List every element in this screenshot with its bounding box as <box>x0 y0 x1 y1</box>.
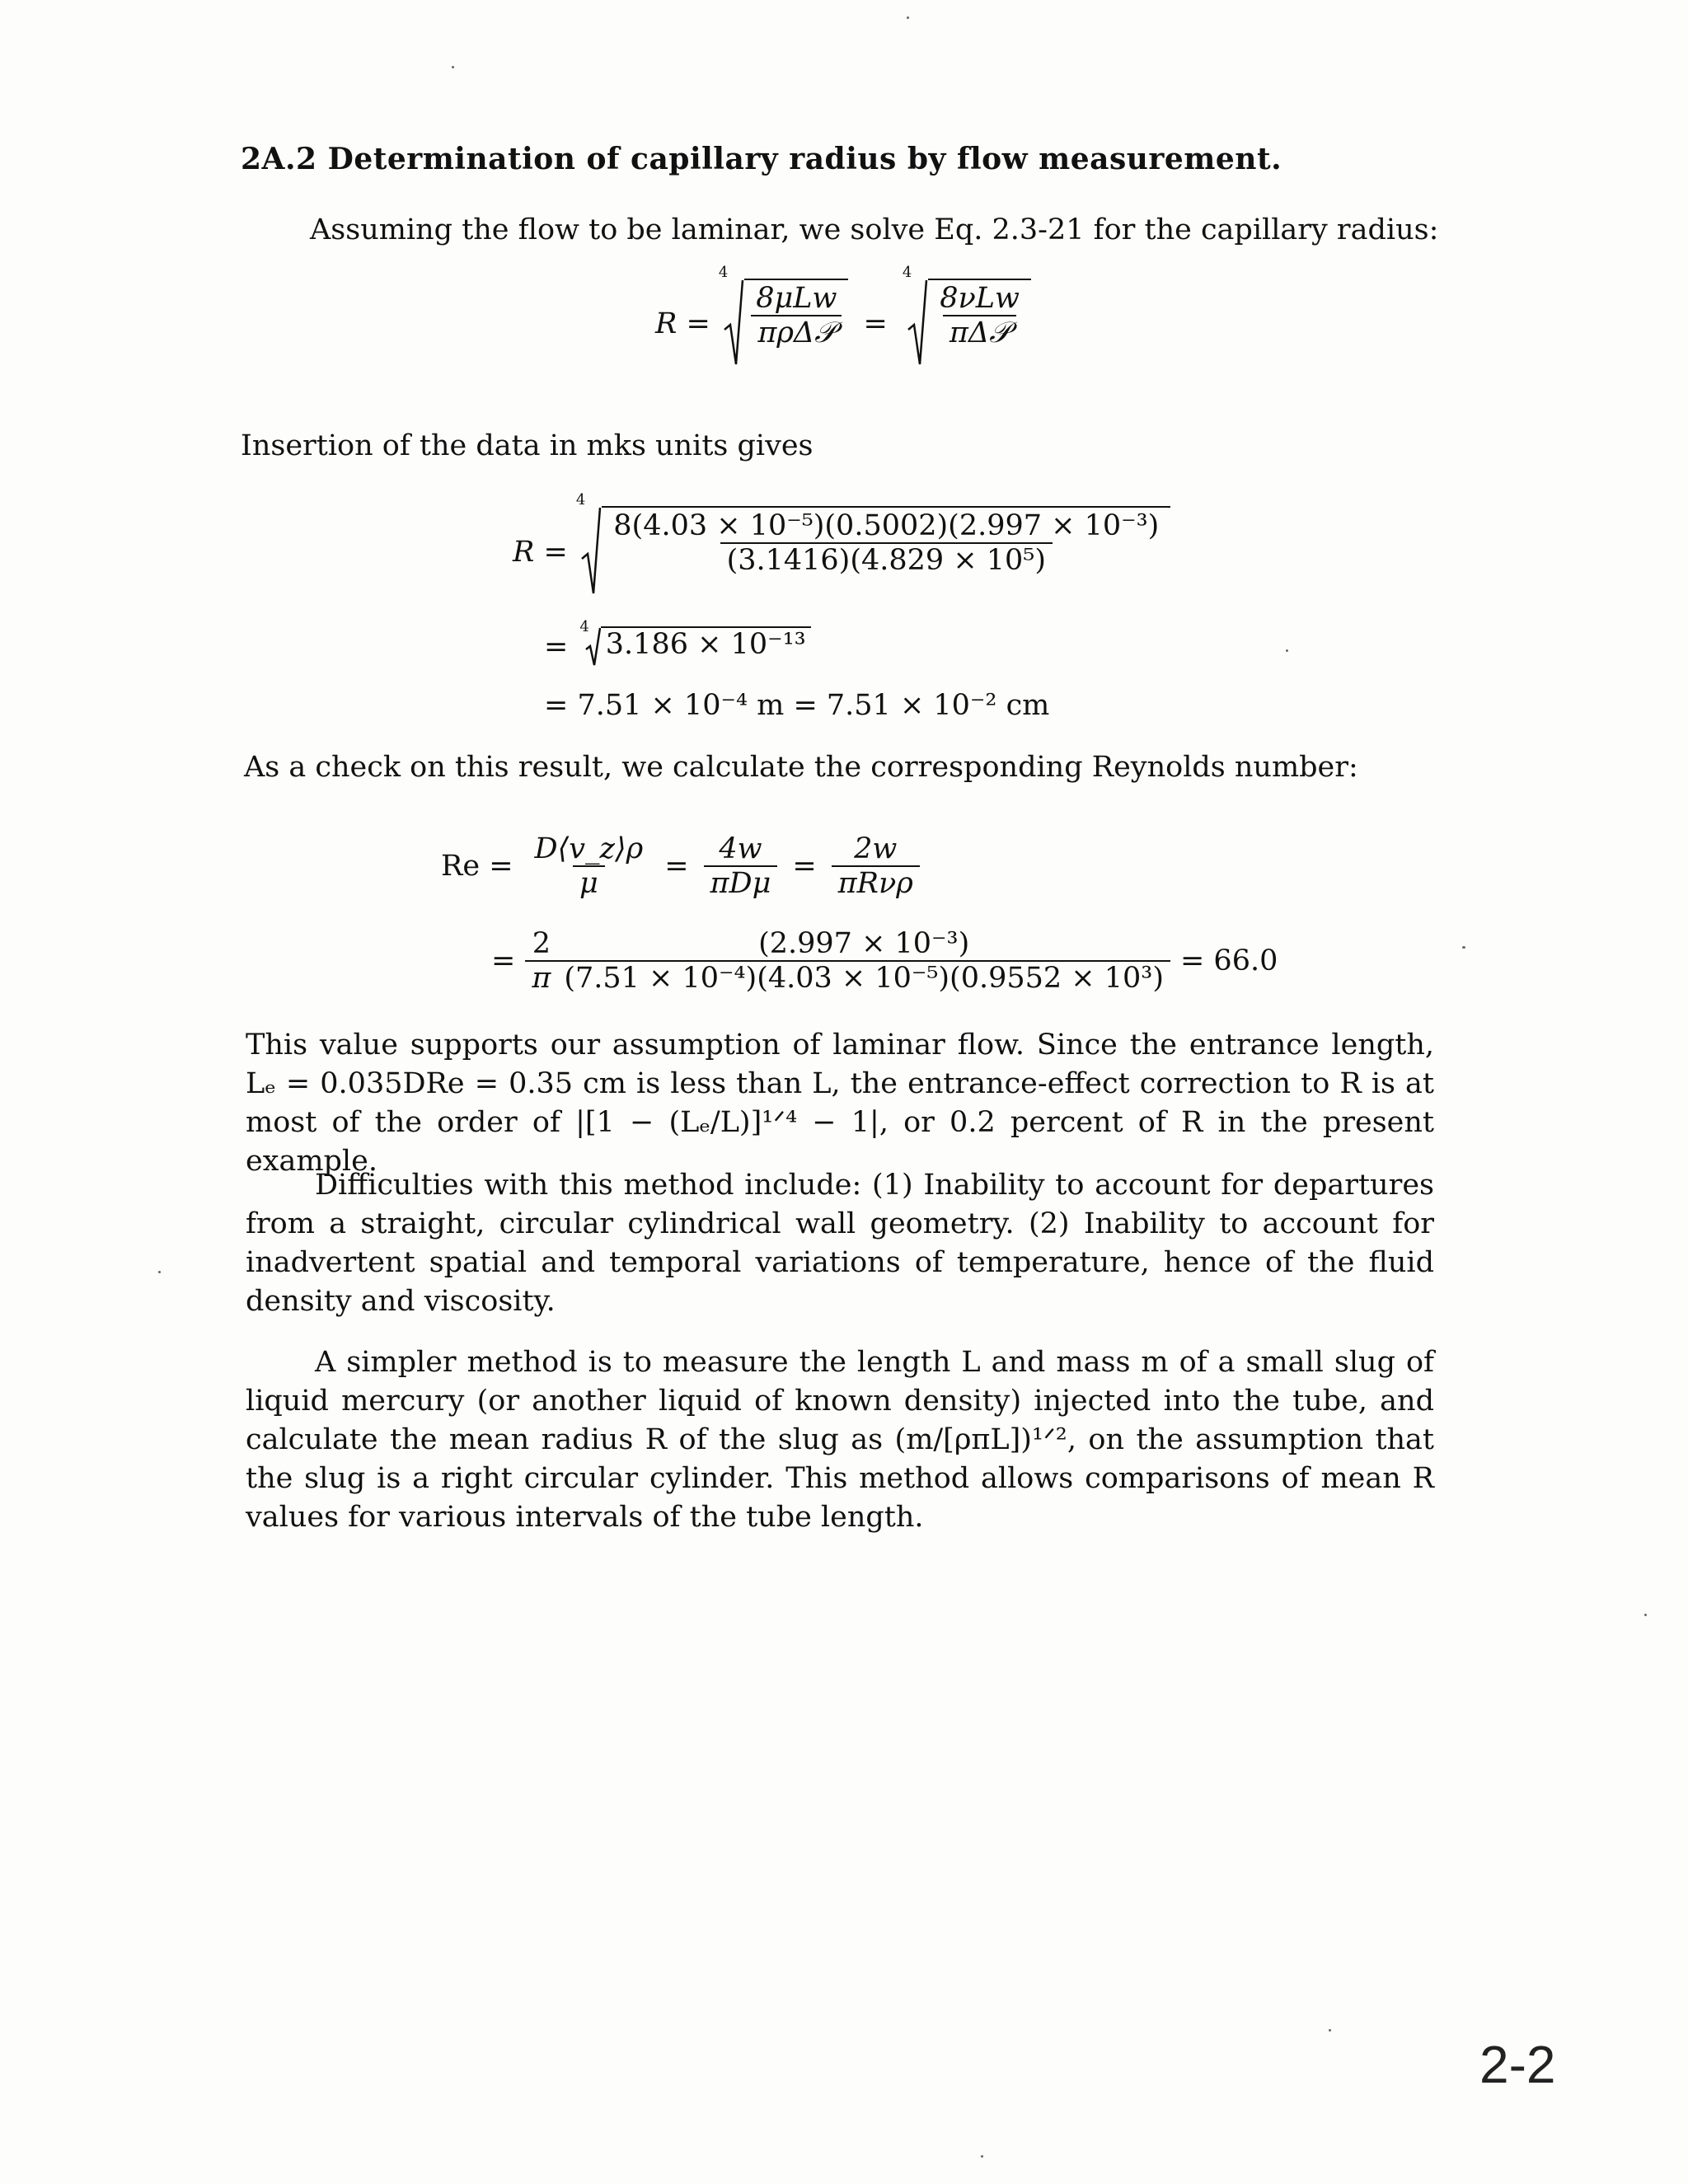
scan-speck <box>1462 946 1465 949</box>
page-number: 2-2 <box>1479 2035 1556 2094</box>
eq1-equals: = <box>863 307 888 340</box>
eq2-line2-index: 4 <box>579 618 589 635</box>
equation-radius-result: = 7.51 × 10⁻⁴ m = 7.51 × 10⁻² cm <box>544 689 1050 722</box>
eq2-numerator: 8(4.03 × 10⁻⁵)(0.5002)(2.997 × 10⁻³) <box>613 509 1160 542</box>
eq2-fourth-root <box>575 491 1170 598</box>
equation-numeric-radius <box>513 491 1170 598</box>
eq3-equals-2: = <box>792 850 817 883</box>
eq3-numerator-3: 2w <box>854 832 898 865</box>
eq1-root-index-2: 4 <box>902 264 912 281</box>
eq1-numerator-1: 8μLw <box>756 282 837 315</box>
eq3-pi: π <box>525 960 557 995</box>
eq3-two-over-pi <box>525 927 557 995</box>
eq3-fraction-1 <box>528 832 650 900</box>
section-heading: 2A.2 Determination of capillary radius by flow measurement. <box>241 142 1282 176</box>
reynolds-check-paragraph: As a check on this result, we calculate the corresponding Reynolds number: <box>244 751 1358 784</box>
eq3-value-denominator: (7.51 × 10⁻⁴)(4.03 × 10⁻⁵)(0.9552 × 10³) <box>557 960 1170 995</box>
equation-radius-formula <box>655 264 1031 369</box>
eq1-denominator-1: πρΔ𝒫 <box>751 315 842 349</box>
eq2-lhs: R = <box>513 536 568 569</box>
eq3-two: 2 <box>532 927 551 960</box>
scan-speck <box>1644 1614 1647 1616</box>
eq3-denominator-1: μ <box>573 865 605 900</box>
equation-root-value <box>544 618 811 668</box>
eq3-result: = 66.0 <box>1179 944 1278 977</box>
intro-paragraph: Assuming the flow to be laminar, we solve Eq. 2.3-21 for the capillary radius: <box>310 213 1439 246</box>
eq3-line2-equals: = <box>491 944 516 977</box>
eq3-denominator-3: πRνρ <box>832 865 920 900</box>
eq2-fraction <box>607 509 1165 577</box>
eq2-line2-equals: = <box>544 630 569 663</box>
scan-speck <box>981 2155 983 2158</box>
insertion-paragraph: Insertion of the data in mks units gives <box>241 429 814 462</box>
eq1-numerator-2: 8νLw <box>940 282 1020 315</box>
eq1-fraction-1 <box>749 282 843 349</box>
laminar-flow-paragraph: This value supports our assumption of laminar flow. Since the entrance length, Lₑ = 0.035DRe = 0.35 cm is less than L, the entrance-effect correction to R is at most of the order of |[1 − (Lₑ/L)]¹ᐟ⁴ − 1|, or 0.2 percent of R in the present example. <box>246 1029 1434 1178</box>
eq3-fraction-2 <box>704 832 778 900</box>
scan-speck <box>1286 649 1288 652</box>
eq3-value-fraction <box>557 927 1170 995</box>
eq3-value-numerator: (2.997 × 10⁻³) <box>758 927 970 960</box>
eq3-numerator-2: 4w <box>719 832 762 865</box>
eq3-numerator-1: D⟨v_z⟩ρ <box>534 832 644 865</box>
eq2-root-index: 4 <box>575 491 586 509</box>
scan-speck <box>907 16 909 19</box>
eq1-fourth-root-2 <box>902 264 1031 369</box>
equation-reynolds-value <box>491 927 1278 995</box>
eq2-denominator: (3.1416)(4.829 × 10⁵) <box>720 542 1053 577</box>
eq2-line2-root <box>579 618 810 668</box>
scan-speck <box>1329 2029 1331 2032</box>
difficulties-paragraph: Difficulties with this method include: (1) Inability to account for departures from a straight, circular cylindrical wall geometry. (2) Inability to account for inadvertent spatial and temporal variations of temperature, hence of the fluid density and viscosity. <box>246 1169 1434 1318</box>
equation-reynolds-number <box>441 832 920 900</box>
eq1-denominator-2: πΔ𝒫 <box>943 315 1017 349</box>
eq2-line2-value: 3.186 × 10⁻¹³ <box>601 626 811 668</box>
simpler-method-paragraph: A simpler method is to measure the length L and mass m of a small slug of liquid mercury (or another liquid of known density) injected into the tube, and calculate the mean radius R of the slug as (m/[ρπL])¹ᐟ², on the assumption that the slug is a right circular cylinder. This method allows comparisons of mean R values for various intervals of the tube length. <box>246 1346 1434 1534</box>
eq3-fraction-3 <box>832 832 920 900</box>
eq3-denominator-2: πDμ <box>704 865 778 900</box>
eq3-lhs: Re = <box>441 850 513 883</box>
scan-speck <box>452 66 454 68</box>
eq3-equals-1: = <box>664 850 689 883</box>
eq1-fraction-2 <box>933 282 1026 349</box>
eq1-root-index-1: 4 <box>718 264 729 281</box>
eq1-fourth-root-1 <box>718 264 849 369</box>
eq1-lhs: R = <box>655 307 710 340</box>
scan-speck <box>158 1271 161 1273</box>
